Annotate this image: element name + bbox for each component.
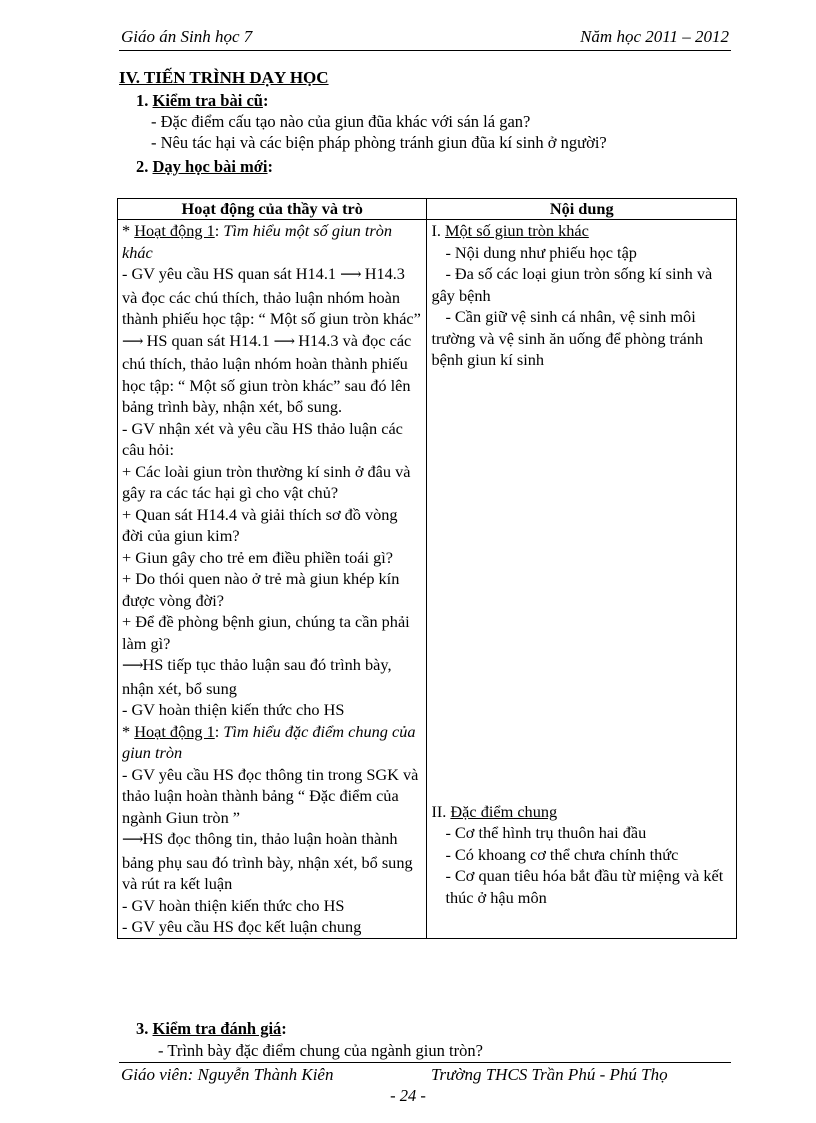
step-text: H14.3 và đọc các chú thích, thảo luận nhóm hoàn thành phiếu học tập: “ Một số giun tròn khác” sau đó lên bảng trình bày, nhận xét, bổ sung. — [122, 330, 412, 416]
activities-cell — [118, 220, 427, 939]
activity1-label: Hoạt động 1 — [134, 221, 215, 240]
part1-title: Kiểm tra bài cũ — [152, 91, 263, 110]
arrow-right-icon: ⟶ — [122, 658, 143, 674]
section-title: IV. TIẾN TRÌNH DẠY HỌC — [119, 68, 329, 87]
activity2-label: Hoạt động 1 — [134, 721, 215, 741]
activity2-heading — [122, 721, 422, 764]
activity2-topic: Tìm hiểu đặc điểm chung của giun tròn — [122, 721, 416, 762]
activity1-heading — [122, 220, 422, 263]
part1-colon: : — [262, 91, 269, 110]
header-content: Nội dung — [427, 199, 737, 220]
discussion-question: + Để đề phòng bệnh giun, chúng ta cần phải làm gì? — [122, 612, 410, 653]
content1-prefix: I. — [431, 221, 445, 240]
arrow-right-icon: ⟶ — [340, 267, 361, 283]
activity2-step-1: - GV yêu cầu HS đọc thông tin trong SGK và thảo luận hoàn thành bảng “ Đặc điểm của ngành Giun tròn ” — [122, 764, 419, 827]
table-row — [118, 220, 737, 939]
content1-item — [431, 263, 732, 306]
content1-item-text: - Đa số các loại giun tròn sống kí sinh và gây bệnh — [431, 264, 713, 305]
content1-item-text: - Cần giữ vệ sinh cá nhân, vệ sinh môi trường và vệ sinh ăn uống để phòng tránh bệnh giun kí sinh — [431, 307, 703, 369]
header-year: Năm học 2011 – 2012 — [580, 27, 729, 46]
part3-colon: : — [281, 1019, 287, 1038]
part2-number: 2. — [136, 157, 149, 176]
content1-heading — [431, 220, 732, 242]
content2-heading — [431, 801, 732, 823]
content2-item: - Cơ quan tiêu hóa bắt đầu từ miệng và kết thúc ở hậu môn — [445, 866, 724, 907]
part2-heading — [136, 157, 273, 177]
step-text: - GV yêu cầu HS quan sát H14.1 — [122, 264, 341, 283]
content-cell — [427, 220, 737, 939]
lesson-table — [117, 198, 737, 939]
activity1-step-4 — [122, 654, 422, 699]
step-text: HS đọc thông tin, thảo luận hoàn thành bảng phụ sau đó trình bày, nhận xét, bổ sung và rút ra kết luận — [122, 829, 413, 893]
footer-school: Trường THCS Trần Phú - Phú Thọ — [431, 1065, 668, 1084]
arrow-right-icon: ⟶ — [122, 333, 143, 350]
bullet-star: * — [122, 221, 135, 240]
activity1-step-3: - GV nhận xét và yêu cầu HS thảo luận các câu hỏi: — [122, 418, 403, 459]
cell-spacer — [431, 371, 732, 801]
step-text: HS tiếp tục thảo luận sau đó trình bày, nhận xét, bổ sung — [122, 655, 392, 698]
content1-title: Một số giun tròn khác — [445, 221, 589, 240]
assessment-question: - Trình bày đặc điểm chung của ngành giun tròn? — [158, 1041, 483, 1060]
activity2-colon: : — [214, 721, 224, 741]
content2-prefix: II. — [431, 801, 451, 821]
part3-title: Kiểm tra đánh giá — [152, 1019, 282, 1038]
step-text: HS quan sát H14.1 — [142, 330, 274, 350]
page-footer — [119, 1062, 731, 1087]
discussion-question: + Quan sát H14.4 và giải thích sơ đồ vòng đời của giun kim? — [122, 504, 398, 545]
header-activities: Hoạt động của thầy và trò — [118, 199, 427, 220]
review-question-1: - Đặc điểm cấu tạo nào của giun đũa khác với sán lá gan? — [151, 112, 531, 131]
activity2-step-2 — [122, 828, 422, 895]
activity2-step-4: - GV yêu cầu HS đọc kết luận chung — [122, 917, 362, 936]
step-text: H14.3 và đọc các chú thích, thảo luận nhóm hoàn thành phiếu học tập: “ Một số giun tròn khác” — [122, 264, 421, 328]
table-header-row — [118, 199, 737, 220]
content2-item: - Có khoang cơ thể chưa chính thức — [445, 844, 679, 864]
page-header — [119, 26, 731, 51]
page-number: - 24 - — [390, 1086, 426, 1105]
content1-item: - Nội dung như phiếu học tập — [445, 242, 637, 262]
activity1-topic: Tìm hiểu một số giun tròn khác — [122, 221, 393, 262]
activity2-step-3: - GV hoàn thiện kiến thức cho HS — [122, 895, 345, 915]
part1-number: 1. — [136, 91, 149, 110]
content1-item — [431, 306, 732, 371]
footer-teacher: Giáo viên: Nguyễn Thành Kiên — [121, 1065, 334, 1084]
activity1-step-5: - GV hoàn thiện kiến thức cho HS — [122, 700, 345, 719]
discussion-question: + Các loài giun tròn thường kí sinh ở đâu và gây ra các tác hại gì cho vật chủ? — [122, 461, 411, 502]
content2-title: Đặc điểm chung — [450, 801, 558, 821]
part2-title: Dạy học bài mới — [152, 157, 268, 176]
header-subject: Giáo án Sinh học 7 — [121, 27, 253, 46]
part3-number: 3. — [136, 1019, 149, 1038]
activity1-step-2 — [122, 330, 422, 418]
review-question-2: - Nêu tác hại và các biện pháp phòng tránh giun đũa kí sinh ở người? — [151, 133, 607, 152]
discussion-question: + Do thói quen nào ở trẻ mà giun khép kín được vòng đời? — [122, 569, 400, 610]
activity1-colon: : — [214, 221, 224, 240]
part3-heading — [136, 1019, 287, 1039]
arrow-right-icon: ⟶ — [122, 832, 143, 848]
activity1-step-1 — [122, 263, 422, 330]
content2-item: - Cơ thể hình trụ thuôn hai đầu — [445, 823, 647, 842]
discussion-question: + Giun gây cho trẻ em điều phiền toái gì? — [122, 547, 393, 567]
part2-colon: : — [267, 157, 274, 176]
bullet-star: * — [122, 721, 135, 741]
arrow-right-icon: ⟶ — [273, 333, 295, 350]
part1-heading — [136, 91, 268, 111]
